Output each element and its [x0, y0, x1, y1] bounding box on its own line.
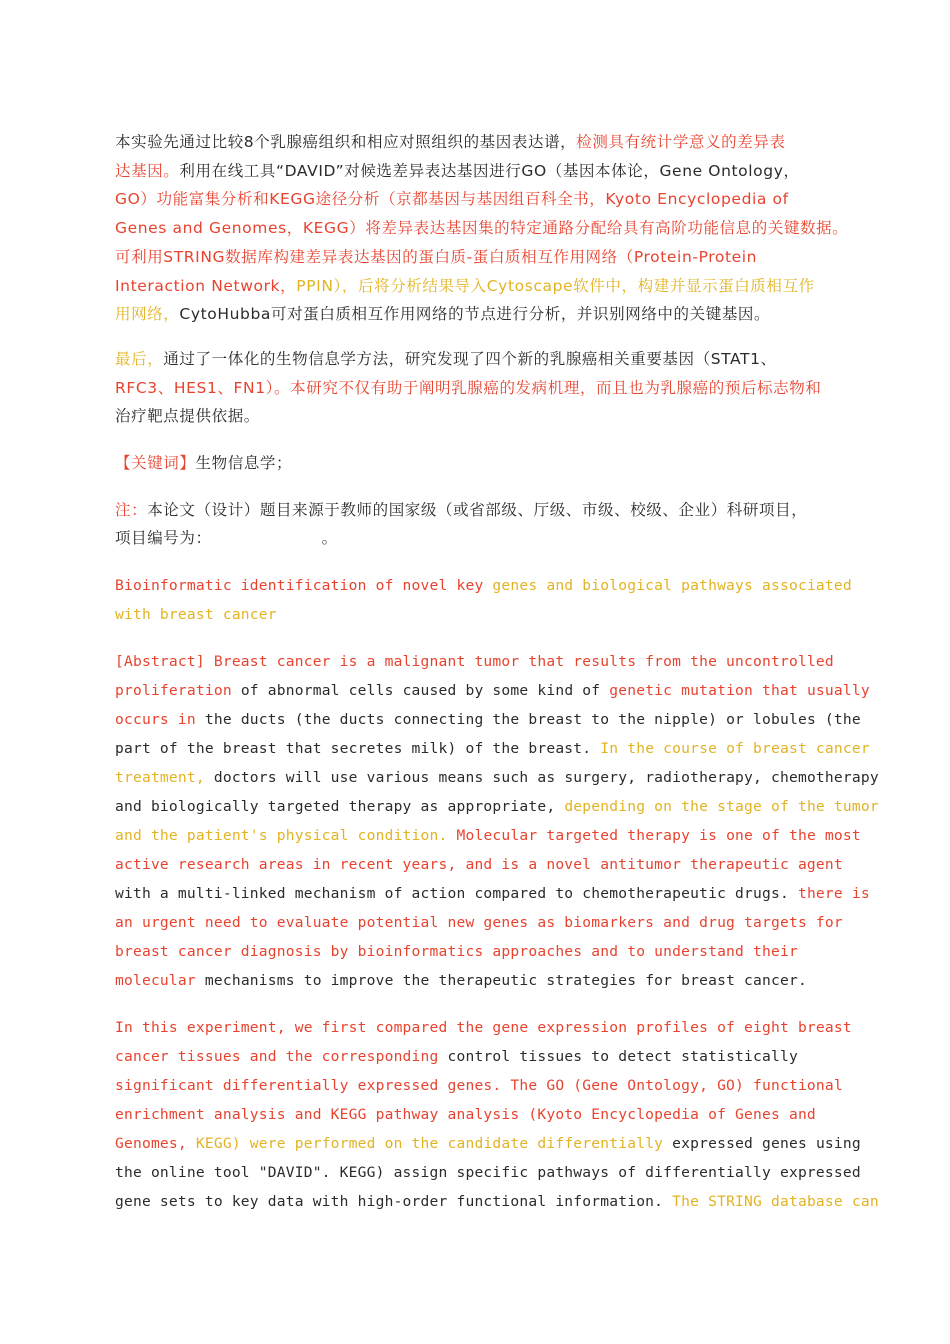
cn-experiment-line: [115, 214, 849, 243]
text-run: 生物信息学；: [195, 454, 293, 473]
text-run: 可利用STRING数据库构建差异表达基因的蛋白质-蛋白质相互作用网络（Protein-Protein: [115, 247, 758, 266]
en-experiment-line: [115, 1013, 852, 1042]
text-run: occurs in: [115, 711, 205, 729]
text-run: CytoHubba可对蛋白质相互作用网络的节点进行分析，并识别网络中的关键基因。: [179, 305, 771, 324]
text-run: expressed genes using: [672, 1135, 861, 1153]
text-run: treatment,: [115, 769, 214, 787]
en-title-line: [115, 571, 852, 600]
cn-experiment-line: [115, 128, 830, 157]
text-run: PPIN），后将分析结果导入Cytoscape软件中，构建并显示蛋白质相互作: [296, 276, 815, 295]
document-page: [115, 128, 879, 1234]
en-title-line: [115, 600, 830, 629]
cn-conclusion-line: [115, 374, 830, 403]
en-abstract-line: [115, 705, 861, 734]
text-run: genetic mutation that usually: [609, 682, 870, 700]
text-run: of abnormal cells caused by some kind of: [240, 682, 610, 700]
text-run: 本论文（设计）题目来源于教师的国家级（或省部级、厅级、市级、校级、企业）科研项目，: [147, 500, 808, 519]
text-run: and biologically targeted therapy as appropriate,: [115, 798, 565, 816]
cn-experiment-line: [115, 300, 830, 329]
text-run: doctors will use various means such as surgery, radiotherapy, chemotherapy: [213, 769, 879, 787]
text-run: cancer tissues and the corresponding: [115, 1048, 448, 1066]
text-run: Genes and Genomes，KEGG）将差异表达基因集的特定通路分配给具有高阶功能信息的关键数据。: [115, 219, 849, 238]
text-run: active research areas in recent years, and is a novel antitumor therapeutic agent: [115, 856, 843, 874]
cn-conclusion-paragraph: [115, 345, 830, 431]
text-run: Genomes,: [115, 1135, 196, 1153]
keywords-line: [115, 449, 830, 478]
text-run: 用网络，: [115, 305, 180, 324]
en-experiment-line: [115, 1187, 879, 1216]
cn-conclusion-line: [115, 345, 830, 374]
en-abstract-line: [115, 908, 843, 937]
cn-experiment-line: [115, 243, 830, 272]
text-run: molecular: [115, 972, 205, 990]
en-abstract-line: [115, 647, 834, 676]
english-experiment-paragraph: [115, 1013, 879, 1216]
text-run: depending on the stage of the tumor: [564, 798, 879, 816]
keywords-line: [115, 449, 830, 478]
en-abstract-line: [115, 676, 870, 705]
text-run: proliferation: [115, 682, 241, 700]
cn-conclusion-line: [115, 402, 830, 431]
text-run: 。: [321, 529, 338, 548]
text-run: GO）功能富集分析和KEGG途径分析（京都基因与基因组百科全书，Kyoto Encyclopedia of: [115, 190, 789, 209]
text-run: Bioinformatic identification of novel key: [115, 577, 493, 595]
text-run: 治疗靶点提供依据。: [115, 407, 260, 426]
text-run: and the patient's physical condition.: [115, 827, 457, 845]
en-experiment-line: [115, 1129, 861, 1158]
text-run: 注：: [115, 500, 148, 519]
text-run: part of the breast that secretes milk) of the breast.: [115, 740, 601, 758]
text-run: with breast cancer: [115, 606, 277, 624]
cn-experiment-line: [115, 157, 830, 186]
text-run: 最后，: [115, 349, 164, 368]
english-title: [115, 571, 852, 629]
text-run: 本实验先通过比较8个乳腺癌组织和相应对照组织的基因表达谱，: [115, 133, 577, 151]
text-run: 达基因。: [115, 161, 180, 180]
text-run: mechanisms to improve the therapeutic strategies for breast cancer.: [204, 972, 807, 990]
en-experiment-line: [115, 1042, 830, 1071]
text-run: 检测具有统计学意义的差异表: [576, 133, 786, 151]
en-abstract-line: [115, 850, 843, 879]
text-run: In this experiment, we first compared the gene expression profiles of eight breast: [115, 1019, 852, 1037]
text-run: 【关键词】: [115, 454, 196, 473]
text-run: 利用在线工具“DAVID”对候选差异表达基因进行GO（基因本体论，Gene Ontology，: [179, 161, 800, 180]
text-run: 项目编号为：: [115, 529, 212, 548]
cn-experiment-line: [115, 185, 830, 214]
text-run: enrichment analysis and KEGG pathway analysis (Kyoto Encyclopedia of Genes and: [115, 1106, 816, 1124]
text-run: control tissues to detect statistically: [447, 1048, 798, 1066]
text-run: In the course of breast cancer: [600, 740, 870, 758]
en-abstract-line: [115, 937, 830, 966]
text-run: The STRING database can: [672, 1193, 879, 1211]
text-run: the ducts (the ducts connecting the breast to the nipple) or lobules (the: [204, 711, 861, 729]
text-run: the online tool "DAVID". KEGG) assign specific pathways of differentially expressed: [115, 1164, 861, 1182]
text-run: with a multi-linked mechanism of action compared to chemotherapeutic drugs.: [115, 885, 798, 903]
note-line: [115, 496, 830, 525]
text-run: KEGG) were performed on the candidate differentially: [195, 1135, 673, 1153]
text-run: there is: [797, 885, 870, 903]
en-abstract-line: [115, 879, 870, 908]
text-run: 通过了一体化的生物信息学方法，研究发现了四个新的乳腺癌相关重要基因（STAT1、: [163, 349, 777, 368]
en-abstract-line: [115, 821, 861, 850]
en-abstract-line: [115, 734, 870, 763]
text-run: Interaction Network，: [115, 276, 297, 295]
text-run: an urgent need to evaluate potential new genes as biomarkers and drug targets for: [115, 914, 843, 932]
en-abstract-line: [115, 792, 879, 821]
text-run: breast cancer diagnosis by bioinformatics approaches and to understand their: [115, 943, 798, 961]
en-experiment-line: [115, 1100, 830, 1129]
en-abstract-line: [115, 966, 830, 995]
text-run: RFC3、HES1、FN1）。本研究不仅有助于阐明乳腺癌的发病机理，而且也为乳腺癌的预后标志物和: [115, 378, 822, 397]
en-experiment-line: [115, 1158, 861, 1187]
cn-experiment-line: [115, 272, 830, 301]
english-abstract: [115, 647, 879, 995]
en-abstract-line: [115, 763, 879, 792]
funding-note: [115, 496, 830, 553]
text-run: genes and biological pathways associated: [492, 577, 852, 595]
text-run: Molecular targeted therapy is one of the most: [456, 827, 861, 845]
text-run: significant differentially expressed genes. The GO (Gene Ontology, GO) functional: [115, 1077, 843, 1095]
en-experiment-line: [115, 1071, 843, 1100]
note-line: [115, 524, 830, 553]
text-run: gene sets to key data with high-order functional information.: [115, 1193, 673, 1211]
cn-experiment-paragraph: [115, 128, 849, 329]
text-run: [Abstract] Breast cancer is a malignant tumor that results from the uncontrolled: [115, 653, 834, 671]
